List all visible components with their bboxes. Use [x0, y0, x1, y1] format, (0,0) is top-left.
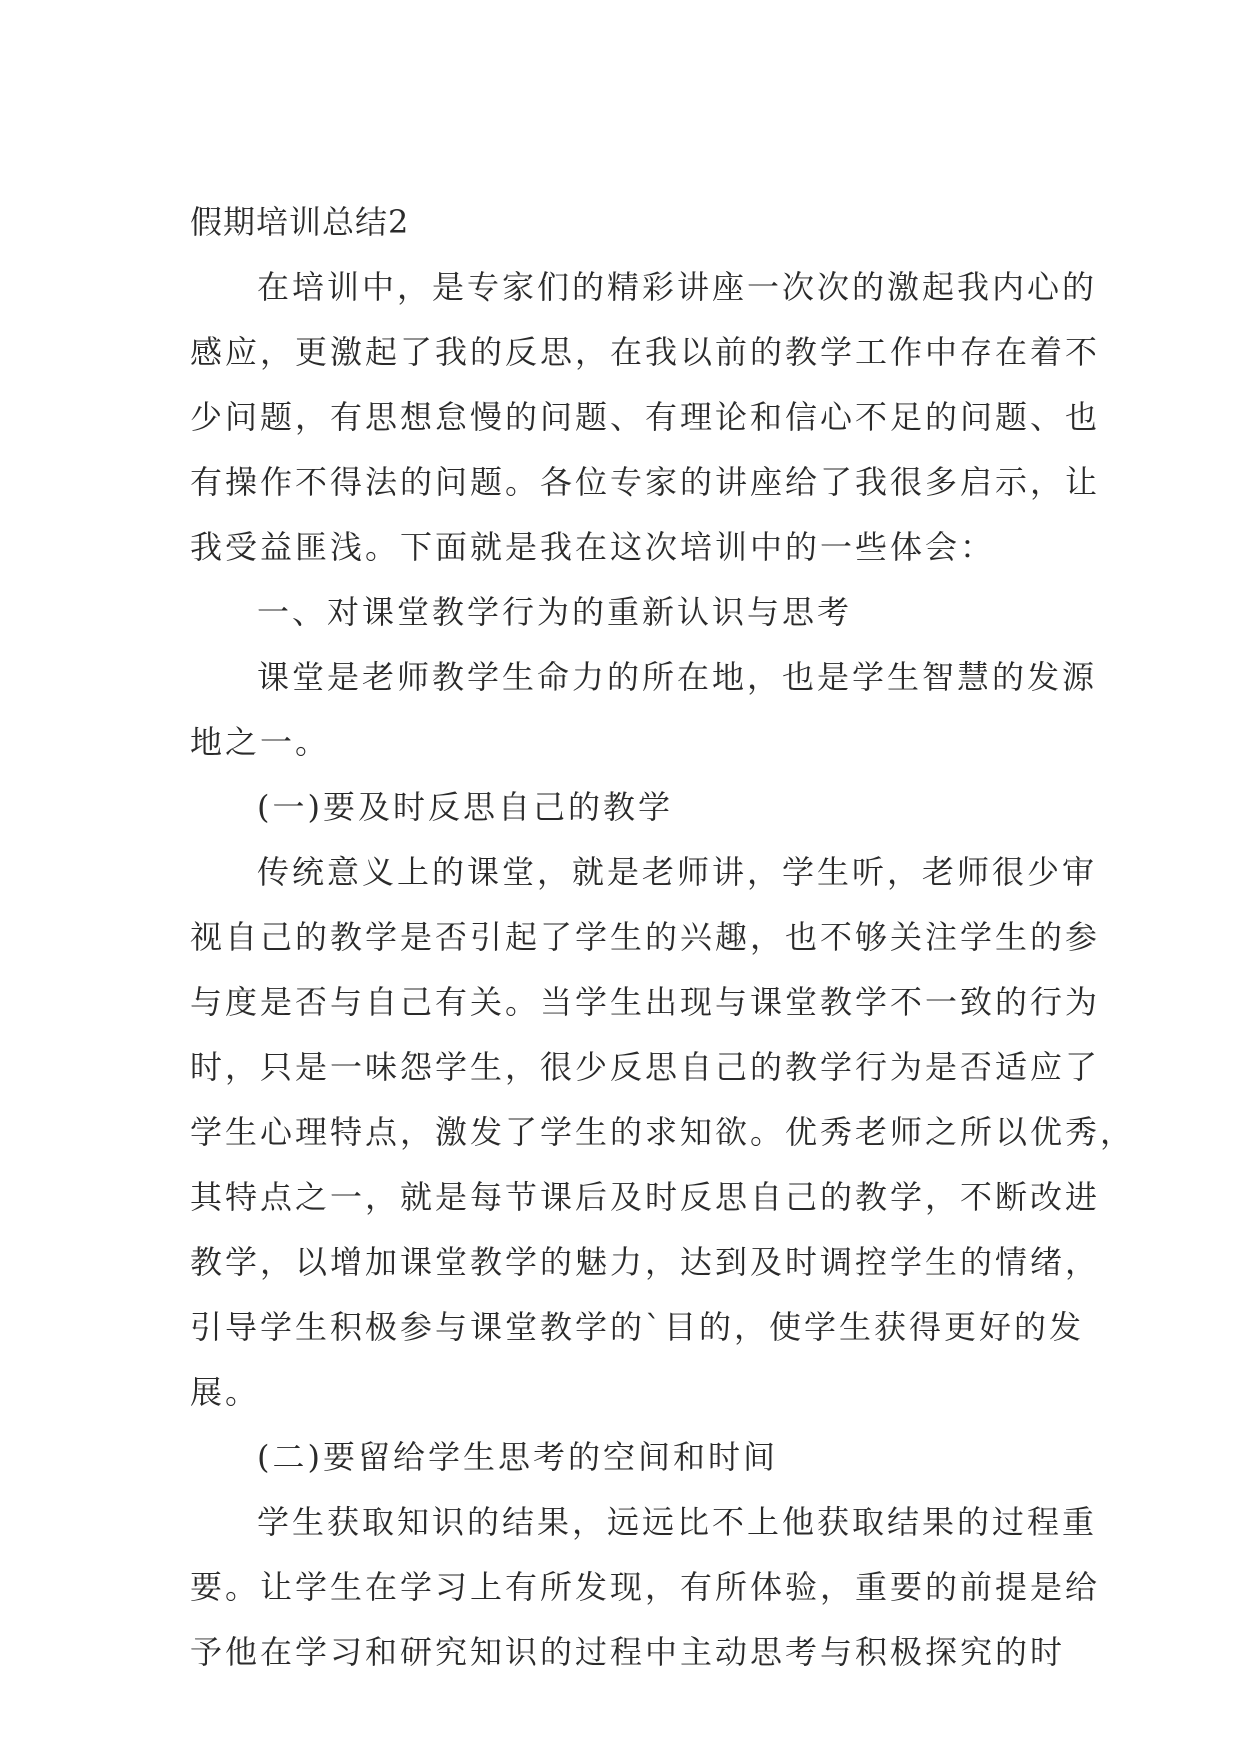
paragraph-line: 其特点之一，就是每节课后及时反思自己的教学，不断改进 — [190, 1178, 1101, 1216]
paragraph-line: 与度是否与自己有关。当学生出现与课堂教学不一致的行为 — [190, 983, 1101, 1021]
paragraph-line: 时，只是一味怨学生，很少反思自己的教学行为是否适应了 — [190, 1048, 1101, 1086]
paragraph-line: 感应，更激起了我的反思，在我以前的教学工作中存在着不 — [190, 333, 1101, 371]
section-heading: 一、对课堂教学行为的重新认识与思考 — [257, 593, 853, 631]
document-body — [190, 190, 1136, 1685]
paragraph-line: 在培训中，是专家们的精彩讲座一次次的激起我内心的 — [257, 268, 1098, 306]
paragraph-line: 视自己的教学是否引起了学生的兴趣，也不够关注学生的参 — [190, 918, 1101, 956]
paragraph-line: 学生心理特点，激发了学生的求知欲。优秀老师之所以优秀， — [190, 1113, 1136, 1151]
paragraph-line: 少问题，有思想怠慢的问题、有理论和信心不足的问题、也 — [190, 398, 1101, 436]
document-title: 假期培训总结2 — [190, 203, 410, 241]
paragraph-line: 展。 — [190, 1373, 261, 1411]
subsection-heading: (二)要留给学生思考的空间和时间 — [257, 1438, 778, 1476]
paragraph-line: 引导学生积极参与课堂教学的`目的，使学生获得更好的发 — [190, 1308, 1085, 1346]
paragraph-line: 传统意义上的课堂，就是老师讲，学生听，老师很少审 — [257, 853, 1098, 891]
paragraph-line: 予他在学习和研究知识的过程中主动思考与积极探究的时 — [190, 1633, 1066, 1671]
paragraph-line: 学生获取知识的结果，远远比不上他获取结果的过程重 — [257, 1503, 1098, 1541]
paragraph-line: 要。让学生在学习上有所发现，有所体验，重要的前提是给 — [190, 1568, 1101, 1606]
paragraph-line: 教学，以增加课堂教学的魅力，达到及时调控学生的情绪， — [190, 1243, 1101, 1281]
subsection-heading: (一)要及时反思自己的教学 — [257, 788, 673, 826]
paragraph-line: 地之一。 — [190, 723, 331, 761]
paragraph-line: 我受益匪浅。下面就是我在这次培训中的一些体会： — [190, 528, 996, 566]
paragraph-line: 有操作不得法的问题。各位专家的讲座给了我很多启示，让 — [190, 463, 1101, 501]
paragraph-line: 课堂是老师教学生命力的所在地，也是学生智慧的发源 — [257, 658, 1098, 696]
